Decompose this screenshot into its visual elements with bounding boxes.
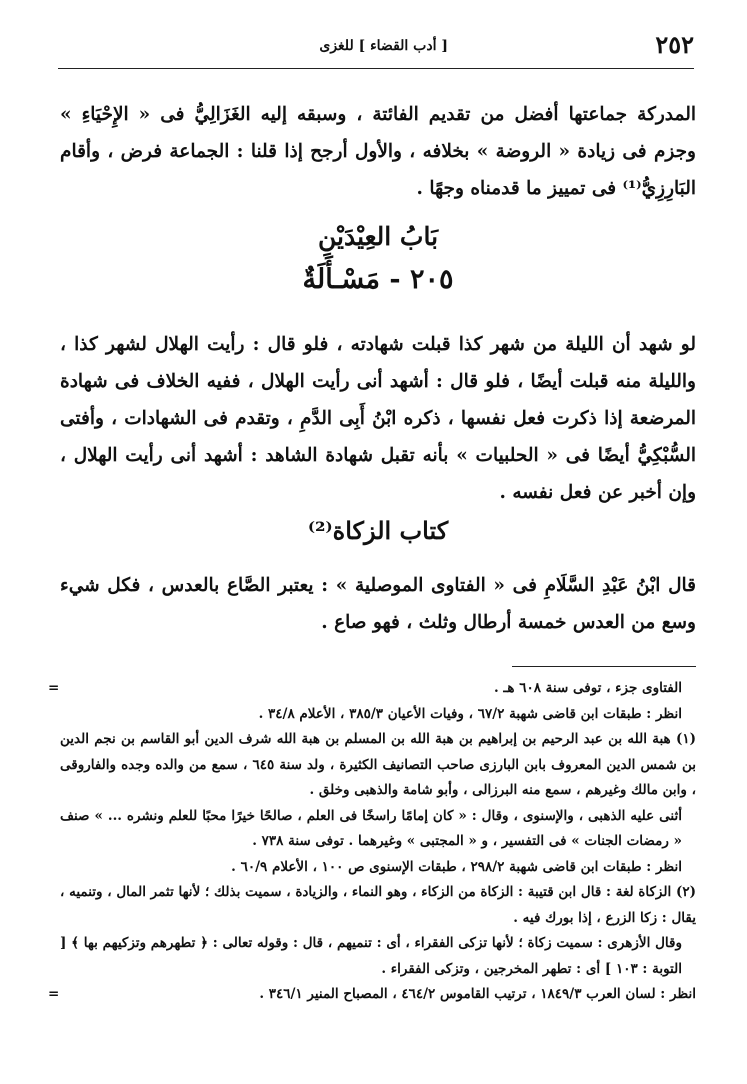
footnote-divider	[512, 666, 696, 667]
footnote-line: الفتاوى جزء ، توفى سنة ٦٠٨ هـ .	[494, 680, 682, 696]
paragraph-intro: المدركة جماعتها أفضل من تقديم الفائتة ، وسبقه إليه الغَزَالِيُّ فى « الإِحْيَاءِ » وجزم فى زيادة « الروضة » بخلافه ، والأول أرجح إذا قلنا : الجماعة فرض ، وأقام البَارِزِيُّ⁽¹⁾ فى تمييز ما قدمناه وجهًا .	[60, 104, 696, 199]
paragraph-eid-testimony: لو شهد أن الليلة من شهر كذا قبلت شهادته ، فلو قال : رأيت الهلال لشهر كذا ، والليلة منه قبلت أيضًا ، فلو قال : أشهد أنى رأيت الهلال ، ففيه الخلاف فى شهادة المرضعة إذا ذكرت فعل نفسها ، ذكره ابْنُ أَبِى الدَّمِ ، وتقدم فى الشهادات ، وأفتى السُّبْكِيُّ أيضًا فى « الحلبيات » بأنه تقبل شهادة الشاهد : أشهد أنى رأيت الهلال ، وإن أخبر عن فعل نفسه .	[60, 334, 696, 503]
footnote-continuation-mark: =	[48, 986, 60, 1002]
footnote-line: أثنى عليه الذهبى ، والإسنوى ، وقال : « كان إمامًا راسخًا فى العلم ، صالحًا خيرًا محبًا للعلم ونشره ... » صنف « رمضات الجنات » فى التفسير ، و « المجتبى » وغيرهما . توفى سنة ٧٣٨ .	[60, 807, 682, 849]
footnote-line: انظر : طبقات ابن قاضى شهبة ٢٩٨/٢ ، طبقات الإسنوى ص ١٠٠ ، الأعلام ٦٠/٩ .	[231, 858, 682, 875]
footnote-continuation-mark: =	[48, 680, 60, 696]
footnote-line: انظر : لسان العرب ١٨٤٩/٣ ، ترتيب القاموس ٤٦٤/٢ ، المصباح المنير ٣٤٦/١ .	[259, 986, 696, 1002]
paragraph-saa-measure: قال ابْنُ عَبْدِ السَّلَامِ فى « الفتاوى الموصلية » : يعتبر الصَّاع بالعدس ، فكل شيء وسع من العدس خمسة أرطال وثلث ، فهو صاع .	[60, 575, 696, 633]
chapter-title: بَابُ العِيْدَيْنِ	[317, 222, 439, 251]
page-number: ٢٥٢	[655, 30, 694, 59]
footnote-line: وقال الأزهرى : سميت زكاة ؛ لأنها تزكى الفقراء ، أى : تنميهم ، قال : وقوله تعالى : ﴿ تطهرهم وتزكيهم بها ﴾ [ التوبة : ١٠٣ ] أى : تطهر المخرجين ، وتزكى الفقراء .	[60, 935, 682, 977]
running-title: [ أدب القضاء ] للغزى	[319, 38, 448, 54]
footnote-line: انظر : طبقات ابن قاضى شهبة ٦٧/٢ ، وفيات الأعيان ٣٨٥/٣ ، الأعلام ٣٤/٨ .	[258, 705, 682, 722]
page-header	[58, 30, 694, 69]
footnote-1: (١) هبة الله بن عبد الرحيم بن إبراهيم بن هبة الله بن المسلم بن هبة الله شرف الدين أبو القاسم بن نجم الدين بن شمس الدين المعروف بابن البارزى صاحب التصانيف الكثيرة ، ولد سنة ٦٤٥ ، سمع من والده وجده والفاروقى ، وابن مالك وغيرهم ، سمع منه البرزالى ، وأبو شامة والذهبى وخلق .	[60, 731, 696, 798]
footnote-2: (٢) الزكاة لغة : قال ابن قتيبة : الزكاة من الزكاء ، وهو النماء ، والزيادة ، سميت بذلك ؛ لأنها تثمر المال ، وتنميه ، يقال : زكا الزرع ، إذا بورك فيه .	[60, 884, 696, 926]
masala-heading: ٢٠٥ - مَسْـأَلَةٌ	[302, 264, 454, 295]
footnotes	[48, 676, 696, 1008]
book-zakat-title: كتاب الزكاة⁽²⁾	[307, 516, 449, 545]
